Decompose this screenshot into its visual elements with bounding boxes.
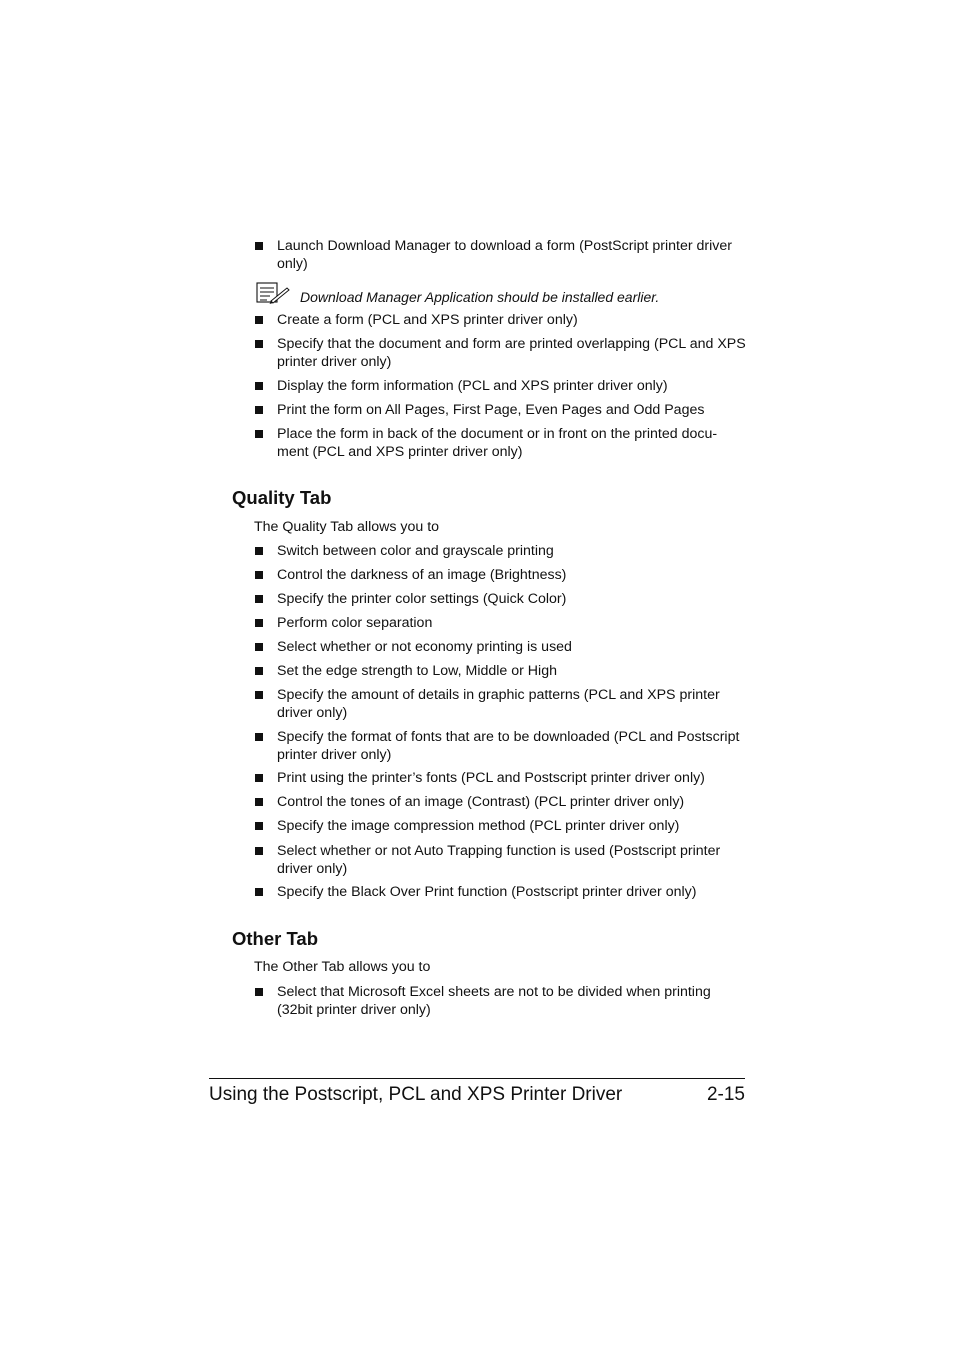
list-item-text: Specify the Black Over Print function (Postscript printer driver only) (277, 884, 697, 900)
list-item-text: Perform color separation (277, 615, 433, 631)
list-item (277, 884, 747, 902)
list-item-text: Select whether or not Auto Trapping function is used (Postscript printer driver only) (277, 843, 721, 877)
list-item-text: Specify the amount of details in graphic patterns (PCL and XPS printer driver only) (277, 687, 720, 721)
list-item (277, 729, 747, 765)
list-item (277, 426, 747, 462)
quality-tab-intro: The Quality Tab allows you to (254, 519, 440, 535)
bullet-square-icon (255, 988, 263, 996)
bullet-square-icon (255, 595, 263, 603)
list-item (277, 312, 747, 330)
bullet-square-icon (255, 691, 263, 699)
list-item-text: Select whether or not economy printing is used (277, 639, 572, 655)
note-text: Download Manager Application should be installed earlier. (300, 289, 660, 305)
bullet-square-icon (255, 774, 263, 782)
list-item-text: Select that Microsoft Excel sheets are not to be divided when printing (32bit printer driver only) (277, 984, 711, 1018)
list-item (277, 770, 747, 788)
list-item-text: Print the form on All Pages, First Page, Even Pages and Odd Pages (277, 402, 705, 418)
list-item (277, 794, 747, 812)
list-item (277, 402, 747, 420)
list-item-text: Switch between color and grayscale printing (277, 543, 554, 559)
page-number: 2-15 (706, 1084, 745, 1105)
list-item (277, 818, 747, 836)
note-pencil-icon (256, 282, 290, 304)
list-item-text: Display the form information (PCL and XPS printer driver only) (277, 378, 668, 394)
bullet-square-icon (255, 382, 263, 390)
bullet-square-icon (255, 619, 263, 627)
list-item (277, 843, 747, 879)
list-item-text: Print using the printer’s fonts (PCL and Postscript printer driver only) (277, 770, 705, 786)
bullet-square-icon (255, 571, 263, 579)
list-item (277, 238, 747, 274)
bullet-square-icon (255, 733, 263, 741)
note (256, 282, 756, 306)
list-item-text: Control the tones of an image (Contrast) (PCL printer driver only) (277, 794, 685, 810)
list-item-text: Specify the format of fonts that are to be downloaded (PCL and Postscript printer driver only) (277, 729, 740, 763)
list-item-text: Specify the image compression method (PCL printer driver only) (277, 818, 680, 834)
list-item (277, 336, 747, 372)
list-item (277, 543, 747, 561)
list-item-text: Set the edge strength to Low, Middle or High (277, 663, 557, 679)
list-item (277, 567, 747, 585)
list-item (277, 663, 747, 681)
other-tab-intro: The Other Tab allows you to (254, 959, 431, 975)
bullet-square-icon (255, 316, 263, 324)
bullet-square-icon (255, 406, 263, 414)
bullet-square-icon (255, 547, 263, 555)
list-item-text: Launch Download Manager to download a form (PostScript printer driver only) (277, 238, 733, 272)
other-tab-heading: Other Tab (232, 928, 318, 949)
list-item (277, 378, 747, 396)
bullet-square-icon (255, 643, 263, 651)
bullet-square-icon (255, 888, 263, 896)
bullet-square-icon (255, 430, 263, 438)
list-item-text: Specify the printer color settings (Quick Color) (277, 591, 567, 607)
list-item (277, 984, 747, 1020)
list-item (277, 615, 747, 633)
list-item-text: Control the darkness of an image (Brightness) (277, 567, 567, 583)
list-item-text: Place the form in back of the document or in front on the printed docu-ment (PCL and XPS printer driver only) (277, 426, 718, 460)
bullet-square-icon (255, 340, 263, 348)
bullet-square-icon (255, 242, 263, 250)
list-item (277, 591, 747, 609)
list-item-text: Specify that the document and form are printed overlapping (PCL and XPS printer driver only) (277, 336, 746, 370)
list-item-text: Create a form (PCL and XPS printer driver only) (277, 312, 578, 328)
bullet-square-icon (255, 667, 263, 675)
bullet-square-icon (255, 822, 263, 830)
list-item (277, 639, 747, 657)
bullet-square-icon (255, 798, 263, 806)
footer-title: Using the Postscript, PCL and XPS Printer Driver (209, 1084, 623, 1105)
quality-tab-heading: Quality Tab (232, 487, 332, 508)
list-item (277, 687, 747, 723)
footer-rule (209, 1078, 745, 1079)
bullet-square-icon (255, 847, 263, 855)
